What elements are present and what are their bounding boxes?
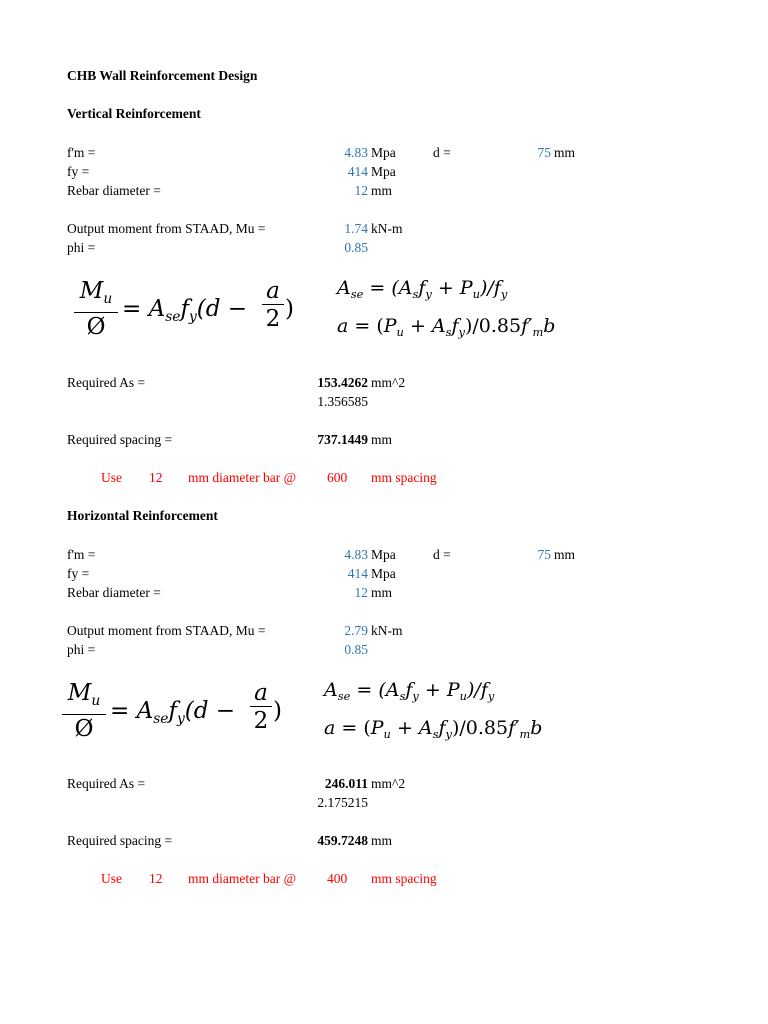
req-as-unit: mm^2 (371, 375, 406, 390)
use-mid-text: mm diameter bar @ (188, 470, 297, 485)
moment-value: 1.74 (344, 221, 368, 236)
req-as-label: Required As = (67, 776, 146, 791)
phi-label: phi = (67, 642, 96, 657)
d-unit: mm (554, 547, 576, 562)
mu-over-phi-fraction: $M_u$ Ø (74, 278, 118, 341)
fy-value: 414 (347, 164, 368, 179)
rebar-unit: mm (371, 585, 393, 600)
phi-value: 0.85 (344, 642, 368, 657)
fm-label: f'm = (67, 145, 96, 160)
phi-label: phi = (67, 240, 96, 255)
rebar-label: Rebar diameter = (67, 183, 161, 198)
d-label: d = (433, 145, 451, 160)
d-unit: mm (554, 145, 576, 160)
fy-label: fy = (67, 164, 90, 179)
use-spacing: 400 (327, 871, 348, 886)
rebar-value: 12 (354, 585, 368, 600)
req-as-unit: mm^2 (371, 776, 406, 791)
d-value: 75 (537, 145, 551, 160)
d-label: d = (433, 547, 451, 562)
horizontal-heading: Horizontal Reinforcement (67, 508, 218, 523)
a-equation: $a = (P_u + A_sf_y)/0.85f'_mb$ (324, 717, 543, 741)
moment-unit: kN-m (371, 623, 403, 638)
moment-label: Output moment from STAAD, Mu = (67, 221, 266, 236)
mu-over-phi-fraction: $M_u$ Ø (62, 680, 106, 743)
req-as-label: Required As = (67, 375, 146, 390)
fy-unit: Mpa (371, 566, 396, 581)
use-mid-text: mm diameter bar @ (188, 871, 297, 886)
req-spacing-unit: mm (371, 833, 393, 848)
rebar-unit: mm (371, 183, 393, 198)
fy-value: 414 (347, 566, 368, 581)
fm-unit: Mpa (371, 145, 396, 160)
moment-unit: kN-m (371, 221, 403, 236)
rebar-label: Rebar diameter = (67, 585, 161, 600)
phi-value: 0.85 (344, 240, 368, 255)
vertical-heading: Vertical Reinforcement (67, 106, 201, 121)
req-as-value: 153.4262 (317, 375, 368, 390)
d-value: 75 (537, 547, 551, 562)
use-prefix: Use (101, 470, 122, 485)
fm-value: 4.83 (344, 547, 368, 562)
a-equation: $a = (P_u + A_sf_y)/0.85f'_mb$ (337, 315, 556, 339)
fy-unit: Mpa (371, 164, 396, 179)
ase-equation: $A_{se} = (A_sf_y + P_u)/f_y$ (337, 277, 508, 301)
use-suffix: mm spacing (371, 871, 437, 886)
moment-label: Output moment from STAAD, Mu = (67, 623, 266, 638)
moment-value: 2.79 (344, 623, 368, 638)
req-spacing-unit: mm (371, 432, 393, 447)
req-spacing-value: 737.1449 (317, 432, 368, 447)
use-prefix: Use (101, 871, 122, 886)
fm-value: 4.83 (344, 145, 368, 160)
aux-value: 1.356585 (317, 394, 368, 409)
use-diameter: 12 (149, 470, 163, 485)
use-diameter: 12 (149, 871, 163, 886)
req-spacing-label: Required spacing = (67, 432, 173, 447)
req-spacing-value: 459.7248 (317, 833, 368, 848)
a-over-2-fraction: a 2 (262, 278, 284, 333)
use-spacing: 600 (327, 470, 348, 485)
req-as-value: 246.011 (324, 776, 368, 791)
rebar-value: 12 (354, 183, 368, 198)
req-spacing-label: Required spacing = (67, 833, 173, 848)
use-suffix: mm spacing (371, 470, 437, 485)
fy-label: fy = (67, 566, 90, 581)
ase-equation: $A_{se} = (A_sf_y + P_u)/f_y$ (324, 679, 495, 703)
a-over-2-fraction: a 2 (250, 680, 272, 735)
fm-unit: Mpa (371, 547, 396, 562)
page-title: CHB Wall Reinforcement Design (67, 68, 258, 83)
fm-label: f'm = (67, 547, 96, 562)
aux-value: 2.175215 (317, 795, 368, 810)
